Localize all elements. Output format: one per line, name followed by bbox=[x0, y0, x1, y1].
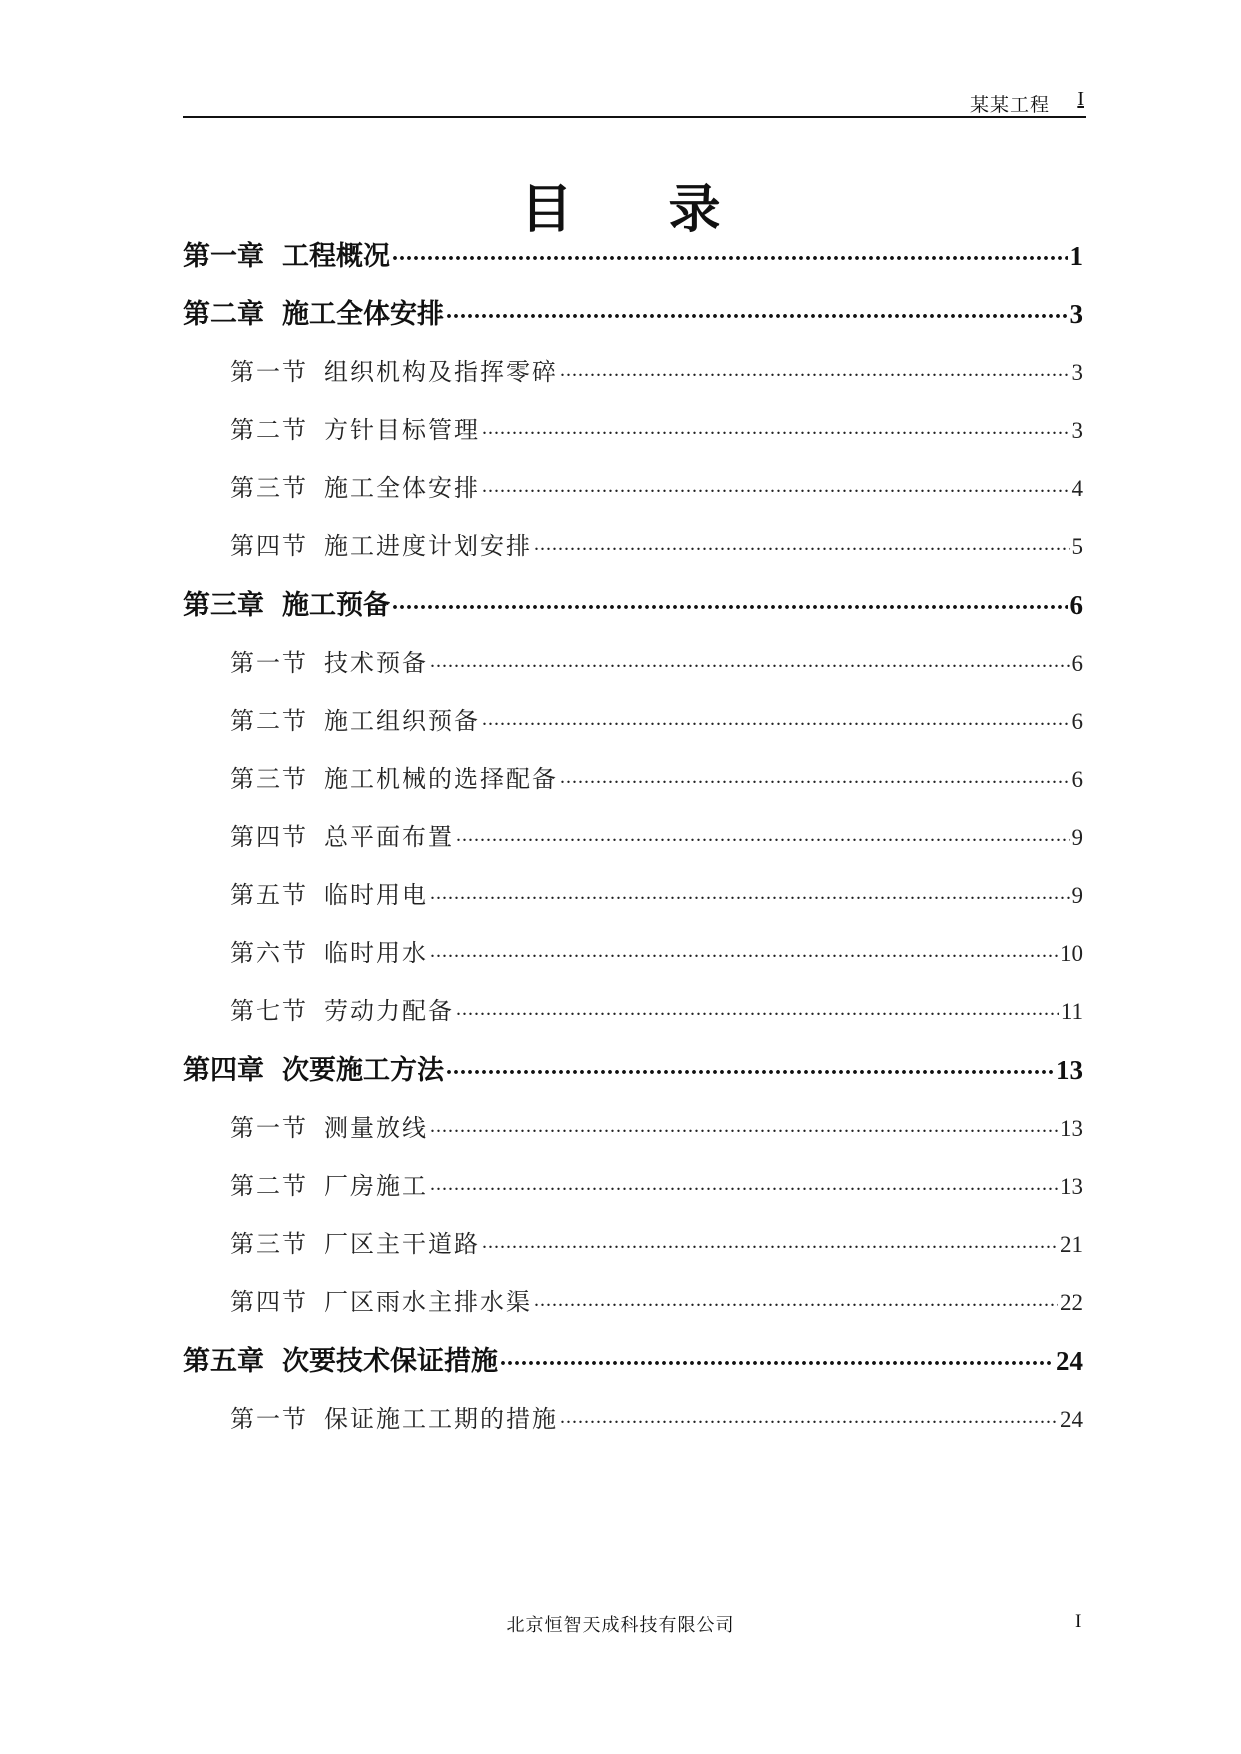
header-page-number: I bbox=[1077, 88, 1084, 110]
toc-entry-text: 临时用水 bbox=[324, 939, 428, 967]
toc-entry-page: 24 bbox=[1060, 1407, 1083, 1432]
toc-entry-text: 保证施工工期的措施 bbox=[324, 1405, 558, 1433]
header-title: 某某工程 bbox=[969, 94, 1050, 116]
toc-entry-page: 9 bbox=[1071, 825, 1083, 850]
toc-entry-number: 第三章 bbox=[183, 590, 264, 621]
toc-entry-text: 厂房施工 bbox=[324, 1172, 428, 1200]
toc-leader-dots bbox=[446, 296, 1068, 323]
toc-entry-page: 3 bbox=[1071, 360, 1083, 385]
toc-leader-dots bbox=[560, 356, 1070, 380]
toc-entry-number: 第一章 bbox=[183, 241, 264, 272]
toc-leader-dots bbox=[430, 647, 1070, 671]
toc-entry-text: 技术预备 bbox=[324, 649, 428, 677]
toc-entry-number: 第四节 bbox=[230, 1288, 308, 1316]
toc-entry-number: 第一节 bbox=[230, 649, 308, 677]
toc-section-entry[interactable] bbox=[230, 526, 1083, 561]
toc-entry-text: 次要施工方法 bbox=[282, 1055, 444, 1086]
toc-entry-number: 第四节 bbox=[230, 823, 308, 851]
toc-entry-page: 13 bbox=[1060, 1116, 1083, 1141]
toc-section-entry[interactable] bbox=[230, 352, 1083, 387]
toc-entry-text: 施工预备 bbox=[282, 590, 390, 621]
toc-leader-dots bbox=[456, 821, 1070, 845]
toc-entry-text: 方针目标管理 bbox=[324, 416, 480, 444]
toc-entry-number: 第三节 bbox=[230, 474, 308, 502]
toc-leader-dots bbox=[430, 879, 1070, 903]
toc-entry-number: 第一节 bbox=[230, 1405, 308, 1433]
toc-entry-page: 6 bbox=[1071, 709, 1083, 734]
toc-section-entry[interactable] bbox=[230, 410, 1083, 445]
toc-section-entry[interactable] bbox=[230, 1282, 1083, 1317]
toc-leader-dots bbox=[534, 530, 1070, 554]
toc-entry-page: 11 bbox=[1060, 999, 1083, 1024]
toc-leader-dots bbox=[430, 1112, 1058, 1136]
toc-entry-page: 1 bbox=[1069, 241, 1083, 271]
toc-section-entry[interactable] bbox=[230, 875, 1083, 910]
toc-chapter-entry[interactable] bbox=[183, 1048, 1083, 1087]
toc-leader-dots bbox=[482, 472, 1070, 496]
toc-entry-page: 6 bbox=[1071, 767, 1083, 792]
toc-entry-number: 第一节 bbox=[230, 1114, 308, 1142]
toc-entry-text: 施工机械的选择配备 bbox=[324, 765, 558, 793]
toc-entry-number: 第四章 bbox=[183, 1055, 264, 1086]
toc-leader-dots bbox=[430, 937, 1058, 961]
toc-entry-page: 10 bbox=[1060, 941, 1083, 966]
toc-leader-dots bbox=[560, 1403, 1058, 1427]
toc-entry-number: 第三节 bbox=[230, 765, 308, 793]
toc-leader-dots bbox=[534, 1286, 1058, 1310]
toc-section-entry[interactable] bbox=[230, 701, 1083, 736]
toc-section-entry[interactable] bbox=[230, 1399, 1083, 1434]
page-header bbox=[183, 82, 1086, 118]
toc-entry-page: 6 bbox=[1071, 651, 1083, 676]
toc-title: 目录 bbox=[520, 180, 817, 240]
toc-entry-page: 13 bbox=[1060, 1174, 1083, 1199]
toc-chapter-entry[interactable] bbox=[183, 1339, 1083, 1378]
toc-chapter-entry[interactable] bbox=[183, 583, 1083, 622]
toc-entry-number: 第五章 bbox=[183, 1346, 264, 1377]
toc-entry-page: 22 bbox=[1060, 1290, 1083, 1315]
toc-section-entry[interactable] bbox=[230, 1108, 1083, 1143]
toc-entry-number: 第二节 bbox=[230, 416, 308, 444]
toc-chapter-entry[interactable] bbox=[183, 292, 1083, 331]
toc-entry-page: 3 bbox=[1069, 299, 1083, 329]
toc-section-entry[interactable] bbox=[230, 933, 1083, 968]
toc-leader-dots bbox=[392, 238, 1068, 265]
toc-leader-dots bbox=[482, 414, 1070, 438]
toc-entry-number: 第二节 bbox=[230, 707, 308, 735]
toc-entry-text: 测量放线 bbox=[324, 1114, 428, 1142]
toc-section-entry[interactable] bbox=[230, 817, 1083, 852]
toc-leader-dots bbox=[430, 1170, 1058, 1194]
toc-entry-page: 21 bbox=[1060, 1232, 1083, 1257]
toc-entry-page: 13 bbox=[1056, 1055, 1083, 1085]
toc-entry-number: 第一节 bbox=[230, 358, 308, 386]
toc-chapter-entry[interactable] bbox=[183, 234, 1083, 273]
toc-entry-page: 9 bbox=[1071, 883, 1083, 908]
toc-section-entry[interactable] bbox=[230, 991, 1083, 1026]
toc-entry-number: 第六节 bbox=[230, 939, 308, 967]
toc-leader-dots bbox=[560, 763, 1070, 787]
toc-entry-text: 临时用电 bbox=[324, 881, 428, 909]
toc-leader-dots bbox=[482, 705, 1070, 729]
toc-entry-text: 厂区雨水主排水渠 bbox=[324, 1288, 532, 1316]
toc-entry-number: 第二章 bbox=[183, 299, 264, 330]
toc-entry-text: 施工组织预备 bbox=[324, 707, 480, 735]
toc-section-entry[interactable] bbox=[230, 643, 1083, 678]
toc-entry-text: 次要技术保证措施 bbox=[282, 1346, 498, 1377]
toc-entry-page: 4 bbox=[1071, 476, 1083, 501]
toc-leader-dots bbox=[456, 995, 1059, 1019]
toc-leader-dots bbox=[446, 1052, 1054, 1079]
toc-entry-page: 6 bbox=[1069, 590, 1083, 620]
toc-entry-page: 24 bbox=[1056, 1346, 1083, 1376]
toc-entry-number: 第五节 bbox=[230, 881, 308, 909]
toc-entry-text: 施工进度计划安排 bbox=[324, 532, 532, 560]
toc-entry-number: 第七节 bbox=[230, 997, 308, 1025]
toc-entry-text: 厂区主干道路 bbox=[324, 1230, 480, 1258]
toc-entry-page: 5 bbox=[1071, 534, 1083, 559]
toc-entry-text: 组织机构及指挥零碎 bbox=[324, 358, 558, 386]
toc-section-entry[interactable] bbox=[230, 1224, 1083, 1259]
toc-entry-text: 工程概况 bbox=[282, 241, 390, 272]
toc-entry-page: 3 bbox=[1071, 418, 1083, 443]
toc-leader-dots bbox=[500, 1343, 1054, 1370]
toc-section-entry[interactable] bbox=[230, 759, 1083, 794]
toc-leader-dots bbox=[392, 587, 1068, 614]
toc-entry-text: 施工全体安排 bbox=[282, 299, 444, 330]
toc-section-entry[interactable] bbox=[230, 468, 1083, 503]
footer-company-name: 北京恒智天成科技有限公司 bbox=[506, 1615, 735, 1636]
toc-entry-number: 第三节 bbox=[230, 1230, 308, 1258]
toc-section-entry[interactable] bbox=[230, 1166, 1083, 1201]
toc-entry-text: 总平面布置 bbox=[324, 823, 454, 851]
toc-entry-number: 第四节 bbox=[230, 532, 308, 560]
toc-entry-number: 第二节 bbox=[230, 1172, 308, 1200]
toc-entry-text: 劳动力配备 bbox=[324, 997, 454, 1025]
toc-leader-dots bbox=[482, 1228, 1058, 1252]
footer-page-number: I bbox=[1075, 1611, 1082, 1632]
toc-entry-text: 施工全体安排 bbox=[324, 474, 480, 502]
